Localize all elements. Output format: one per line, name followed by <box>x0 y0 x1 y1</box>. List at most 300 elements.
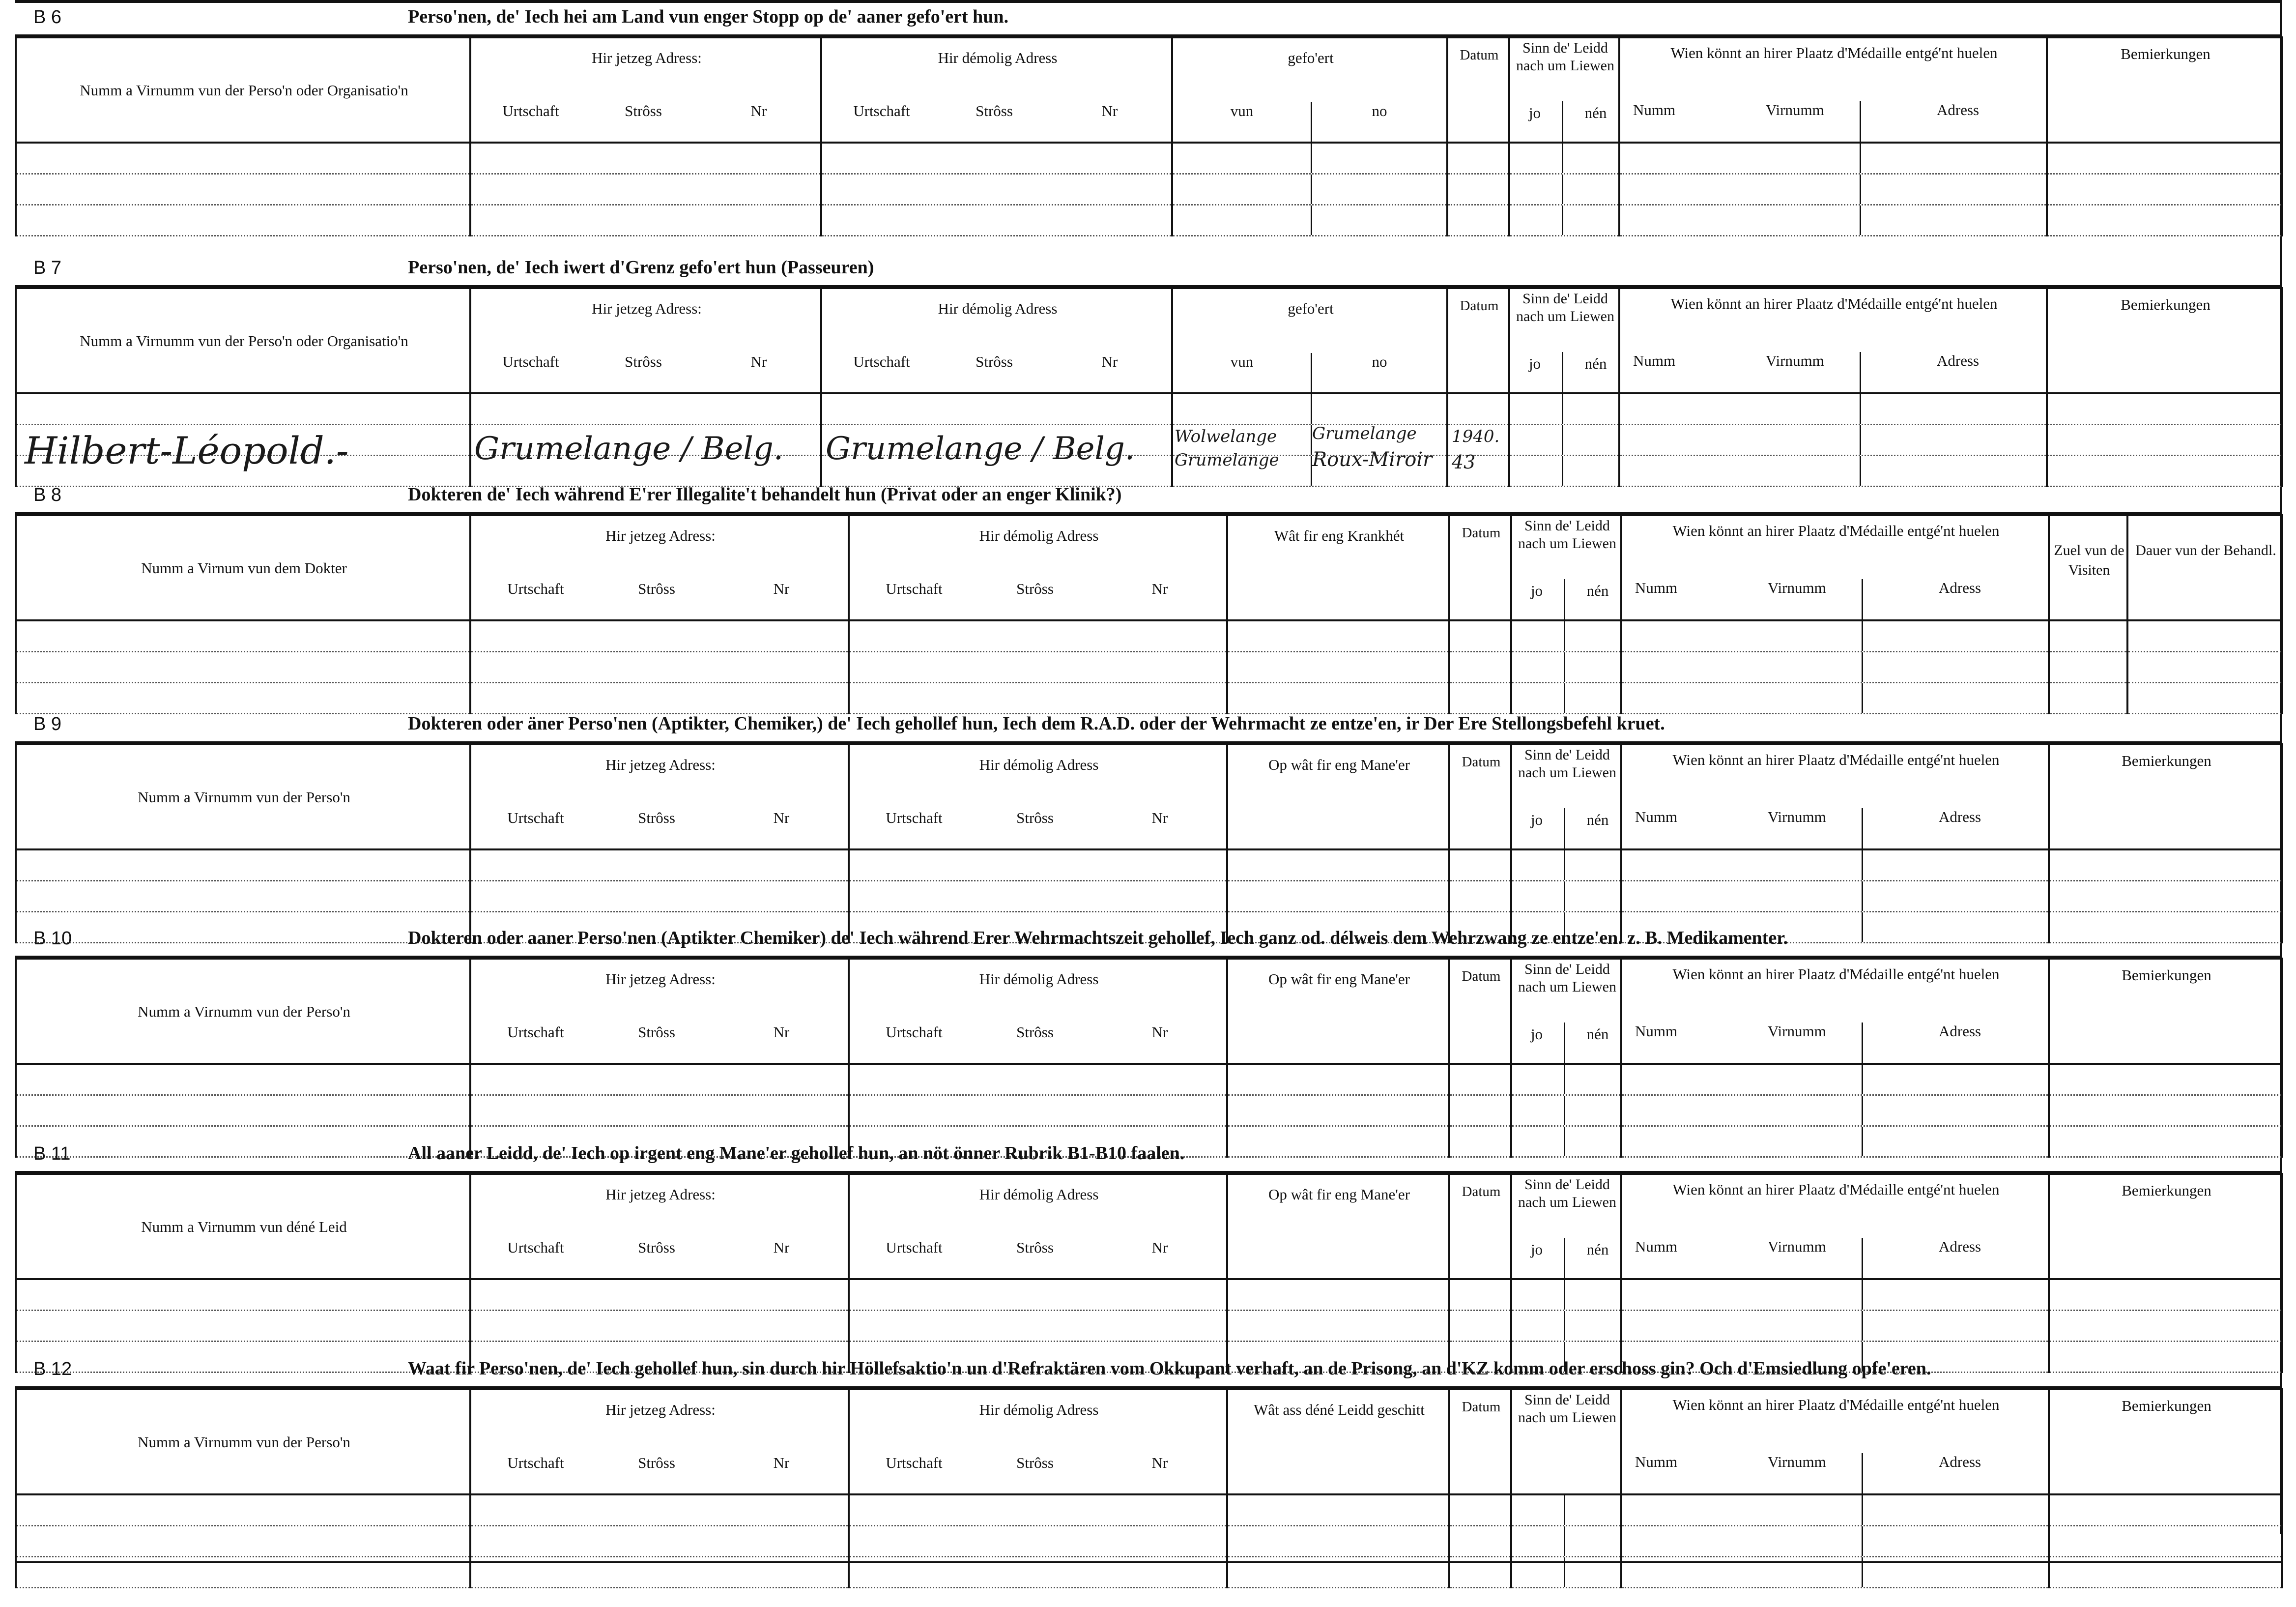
yes-no-divider <box>1562 205 1563 235</box>
entry-cell[interactable] <box>1619 393 2047 425</box>
entry-cell[interactable] <box>1449 1526 1511 1557</box>
address-sub-urtschaft: Urtschaft <box>886 580 943 597</box>
entry-cell[interactable] <box>16 393 470 425</box>
mid-column-label: Op wât fir eng Mane'er <box>1268 756 1410 773</box>
address-sub-nr: Nr <box>1151 1023 1168 1041</box>
yes-label: jo <box>1528 104 1541 121</box>
datum-label: Datum <box>1460 47 1499 63</box>
handwritten-former-address: Grumelange / Belg. <box>826 431 1135 467</box>
col-mid-header <box>1227 1174 1449 1279</box>
entry-cell[interactable] <box>470 1526 849 1557</box>
entry-cell[interactable] <box>1447 174 1509 205</box>
col-datum <box>1449 1174 1511 1279</box>
col-mid-header <box>1227 1389 1449 1494</box>
medal-divider <box>1860 101 1861 142</box>
entry-cell[interactable] <box>470 1064 849 1095</box>
entry-cell[interactable] <box>2049 1526 2282 1557</box>
address-sub-urtschaft: Urtschaft <box>507 809 564 826</box>
entry-cell[interactable] <box>1619 143 2047 174</box>
entry-cell[interactable] <box>1511 1279 1621 1311</box>
entry-cell[interactable] <box>1511 1311 1621 1342</box>
entry-cell[interactable] <box>1621 881 2049 912</box>
address-sub-stross: Strôss <box>638 1239 675 1256</box>
entry-cell[interactable] <box>1449 881 1511 912</box>
yes-no-divider <box>1564 1065 1565 1094</box>
yes-no-divider <box>1564 1495 1565 1525</box>
remarks-label: Bemierkungen <box>2122 1397 2211 1414</box>
address-sub-stross: Strôss <box>1016 1239 1054 1256</box>
remarks-label: Bemierkungen <box>2121 45 2210 62</box>
col-name-header <box>16 515 470 620</box>
entry-cell[interactable] <box>1511 1494 1621 1526</box>
entry-cell[interactable] <box>16 205 470 236</box>
entry-cell[interactable] <box>1621 620 2049 652</box>
entry-cell[interactable] <box>1511 620 1621 652</box>
address-sub-urtschaft: Urtschaft <box>886 809 943 826</box>
entry-cell[interactable] <box>16 1526 470 1557</box>
entry-cell[interactable] <box>470 143 821 174</box>
entry-cell[interactable] <box>2049 683 2127 714</box>
address-sub-urtschaft: Urtschaft <box>507 1023 564 1041</box>
address-sub-nr: Nr <box>1151 580 1168 597</box>
no-label: nén <box>1586 1241 1609 1258</box>
entry-cell[interactable] <box>470 1095 849 1126</box>
medal-sub-virnumm: Virnumm <box>1768 1453 1826 1470</box>
entry-cell[interactable] <box>470 683 849 714</box>
entry-cell[interactable] <box>1447 143 1509 174</box>
entry-row <box>16 1095 2282 1126</box>
entry-cell[interactable] <box>470 174 821 205</box>
address-sub-stross: Strôss <box>1016 809 1054 826</box>
section-code: B 11 <box>33 1143 71 1164</box>
entry-cell[interactable] <box>1621 652 2049 683</box>
entry-cell[interactable] <box>821 393 1172 425</box>
medal-sub-adress: Adress <box>1939 1023 1981 1040</box>
entry-cell[interactable] <box>2047 205 2282 236</box>
medal-label: Wien könnt an hirer Plaatz d'Médaille entgé'nt huelen <box>1672 522 2000 539</box>
entry-cell[interactable] <box>470 1279 849 1311</box>
entry-cell[interactable] <box>1619 205 2047 236</box>
yes-no-divider <box>1564 850 1565 880</box>
address-sub-nr: Nr <box>773 809 790 826</box>
no-label: nén <box>1586 811 1609 828</box>
entry-cell[interactable] <box>1172 205 1447 236</box>
col-datum <box>1449 959 1511 1064</box>
entry-row <box>16 683 2282 714</box>
entry-cell[interactable] <box>1172 143 1447 174</box>
alive-label: Sinn de' Leidd nach um Liewen <box>1518 961 1616 995</box>
medal-divider <box>1862 1453 1863 1493</box>
section-table <box>15 743 2283 943</box>
yes-label: jo <box>1530 1025 1543 1043</box>
no-label: nén <box>1584 104 1607 121</box>
name-column-label: Numm a Virnum vun dem Dokter <box>141 559 347 577</box>
address-sub-nr: Nr <box>1151 1239 1168 1256</box>
section-code: B 12 <box>33 1359 72 1379</box>
entry-cell[interactable] <box>849 1526 1227 1557</box>
yes-no-divider <box>1562 175 1563 204</box>
to-label: no <box>1372 102 1387 119</box>
entry-cell[interactable] <box>1172 174 1447 205</box>
entry-cell[interactable] <box>470 393 821 425</box>
entry-cell[interactable] <box>16 683 470 714</box>
medal-sub-adress: Adress <box>1937 352 1980 369</box>
yes-no-divider <box>1562 144 1563 173</box>
remarks-label: Bemierkungen <box>2122 752 2211 769</box>
entry-cell[interactable] <box>1509 174 1619 205</box>
address-header: Hir jetzeg Adress: <box>605 756 716 773</box>
entry-cell[interactable] <box>1621 849 2049 881</box>
remarks-label: Bemierkungen <box>2122 1182 2211 1199</box>
header-row <box>16 1174 2282 1279</box>
col-former-address <box>849 515 1227 620</box>
section-code: B 7 <box>33 258 62 278</box>
entry-cell[interactable] <box>1449 620 1511 652</box>
datum-label: Datum <box>1462 525 1501 541</box>
yes-no-divider <box>1564 621 1565 651</box>
entry-cell[interactable] <box>16 1279 470 1311</box>
handwritten-name: Hilbert-Léopold.- <box>25 429 349 472</box>
header-row <box>16 37 2282 143</box>
address-header: Hir jetzeg Adress: <box>605 970 716 988</box>
entry-cell[interactable] <box>470 652 849 683</box>
col-medal-recipient <box>1621 744 2049 849</box>
medal-divider <box>1862 1238 1863 1278</box>
medal-sub-adress: Adress <box>1937 101 1980 118</box>
col-former-address <box>821 288 1172 393</box>
entry-cell[interactable] <box>1509 143 1619 174</box>
entry-cell[interactable] <box>2049 1494 2282 1526</box>
address-sub-stross: Strôss <box>638 809 675 826</box>
name-column-label: Numm a Virnumm vun der Perso'n oder Organisatio'n <box>80 332 408 350</box>
col-datum <box>1449 515 1511 620</box>
section-b11 <box>15 1140 2281 1355</box>
medal-divider <box>1860 175 1861 204</box>
address-sub-nr: Nr <box>750 353 767 370</box>
entry-cell[interactable] <box>849 683 1227 714</box>
entry-row <box>16 1064 2282 1095</box>
entry-cell[interactable] <box>849 1095 1227 1126</box>
entry-cell[interactable] <box>849 1064 1227 1095</box>
entry-cell[interactable] <box>1511 652 1621 683</box>
entry-cell[interactable] <box>1619 174 2047 205</box>
entry-cell[interactable] <box>2049 1311 2282 1342</box>
medal-sub-adress: Adress <box>1939 579 1981 596</box>
col-former-address <box>849 1174 1227 1279</box>
entry-cell[interactable] <box>2049 881 2282 912</box>
medal-divider <box>1860 144 1861 173</box>
medal-divider <box>1862 1023 1863 1063</box>
header-row <box>16 959 2282 1064</box>
entry-cell[interactable] <box>16 143 470 174</box>
col-remarks <box>2047 288 2282 393</box>
entry-cell[interactable] <box>1621 1526 2049 1557</box>
entry-cell[interactable] <box>470 620 849 652</box>
yes-no-divider <box>1564 1023 1565 1063</box>
section-code: B 10 <box>33 928 72 949</box>
col-datum <box>1449 1389 1511 1494</box>
entry-cell[interactable] <box>16 849 470 881</box>
section-table <box>15 36 2283 236</box>
entry-cell[interactable] <box>849 1494 1227 1526</box>
name-column-label: Numm a Virnumm vun der Perso'n <box>138 1003 350 1020</box>
entry-row <box>16 881 2282 912</box>
entry-row <box>16 1311 2282 1342</box>
col-remarks <box>2049 744 2282 849</box>
entry-cell[interactable] <box>1621 1279 2049 1311</box>
entry-cell[interactable] <box>1511 1526 1621 1557</box>
address-sub-stross: Strôss <box>1016 580 1054 597</box>
alive-label: Sinn de' Leidd nach um Liewen <box>1518 518 1616 552</box>
medal-divider <box>1862 1311 1863 1341</box>
entry-cell[interactable] <box>1227 683 1449 714</box>
no-label: nén <box>1586 1025 1609 1043</box>
medal-divider <box>1862 1065 1863 1094</box>
section-title: All aaner Leidd, de' Iech op irgent eng Mane'er gehollef hun, an nöt önner Rubrik B1-B10 faalen. <box>408 1143 1185 1164</box>
col-medal-recipient <box>1621 1174 2049 1279</box>
address-header: Hir démolig Adress <box>979 970 1099 988</box>
entry-cell[interactable] <box>1621 1494 2049 1526</box>
col-former-address <box>849 1389 1227 1494</box>
entry-cell[interactable] <box>1227 881 1449 912</box>
entry-cell[interactable] <box>849 1279 1227 1311</box>
mid-column-label: gefo'ert <box>1288 49 1334 66</box>
col-mid-header <box>1172 288 1447 393</box>
entry-cell[interactable] <box>1227 620 1449 652</box>
entry-cell[interactable] <box>1449 1279 1511 1311</box>
entry-cell[interactable] <box>1227 1494 1449 1526</box>
medal-sub-virnumm: Virnumm <box>1768 808 1826 825</box>
entry-cell[interactable] <box>2127 620 2282 652</box>
mid-divider <box>1311 205 1312 235</box>
entry-cell[interactable] <box>16 620 470 652</box>
col-treatment-duration <box>2127 515 2282 620</box>
section-title: Dokteren oder äner Perso'nen (Aptikter, Chemiker,) de' Iech gehollef hun, Iech dem R.A.D. oder der Wehrmacht ze entze'en, ir Der Ere Stellongsbefehl kruet. <box>408 713 1665 734</box>
entry-cell[interactable] <box>2049 1279 2282 1311</box>
address-sub-stross: Strôss <box>976 353 1013 370</box>
entry-cell[interactable] <box>1511 1064 1621 1095</box>
col-name-header <box>16 959 470 1064</box>
entry-cell[interactable] <box>1449 1064 1511 1095</box>
entry-cell[interactable] <box>470 881 849 912</box>
alive-label: Sinn de' Leidd nach um Liewen <box>1516 40 1614 74</box>
entry-cell[interactable] <box>849 881 1227 912</box>
address-sub-urtschaft: Urtschaft <box>507 580 564 597</box>
entry-cell[interactable] <box>1621 683 2049 714</box>
mid-divider <box>1311 353 1312 392</box>
col-mid-header <box>1172 37 1447 143</box>
entry-cell[interactable] <box>1227 1279 1449 1311</box>
remarks-label: Bemierkungen <box>2121 296 2210 313</box>
name-column-label: Numm a Virnumm vun der Perso'n <box>138 1433 350 1451</box>
address-sub-stross: Strôss <box>625 353 662 370</box>
medal-sub-numm: Numm <box>1635 1453 1678 1470</box>
entry-cell[interactable] <box>2127 652 2282 683</box>
entry-cell[interactable] <box>1511 849 1621 881</box>
mid-column-label: Wât ass déné Leidd geschitt <box>1254 1401 1425 1418</box>
col-still-alive <box>1511 1174 1621 1279</box>
address-sub-stross: Strôss <box>1016 1454 1054 1471</box>
entry-cell[interactable] <box>821 174 1172 205</box>
entry-cell[interactable] <box>2047 143 2282 174</box>
entry-cell[interactable] <box>2049 1095 2282 1126</box>
medal-sub-adress: Adress <box>1939 1238 1981 1255</box>
entry-row <box>16 174 2282 205</box>
entry-cell[interactable] <box>2049 1064 2282 1095</box>
medal-sub-numm: Numm <box>1633 352 1676 369</box>
entry-cell[interactable] <box>470 849 849 881</box>
section-title: Perso'nen, de' Iech hei am Land vun enger Stopp op de' aaner gefo'ert hun. <box>408 6 1009 27</box>
entry-cell[interactable] <box>1227 1064 1449 1095</box>
entry-cell[interactable] <box>849 620 1227 652</box>
entry-row <box>16 393 2282 425</box>
medal-sub-numm: Numm <box>1635 1238 1678 1255</box>
col-medal-recipient <box>1619 37 2047 143</box>
col-remarks <box>2049 1174 2282 1279</box>
header-row <box>16 515 2282 620</box>
entry-cell[interactable] <box>2047 393 2282 425</box>
col-still-alive <box>1511 744 1621 849</box>
address-header: Hir jetzeg Adress: <box>605 527 716 544</box>
yes-no-divider <box>1562 394 1563 424</box>
section-b9 <box>15 710 2281 924</box>
address-sub-stross: Strôss <box>1016 1023 1054 1041</box>
address-sub-nr: Nr <box>773 1454 790 1471</box>
col-still-alive <box>1509 288 1619 393</box>
yes-no-divider <box>1562 352 1563 392</box>
entry-cell[interactable] <box>1227 1526 1449 1557</box>
col-medal-recipient <box>1621 959 2049 1064</box>
entry-cell[interactable] <box>1449 1494 1511 1526</box>
address-header: Hir démolig Adress <box>979 1186 1099 1203</box>
entry-cell[interactable] <box>16 1095 470 1126</box>
yes-label: jo <box>1530 1241 1543 1258</box>
entry-cell[interactable] <box>16 174 470 205</box>
entry-cell[interactable] <box>1227 1311 1449 1342</box>
entry-cell[interactable] <box>1449 849 1511 881</box>
address-sub-nr: Nr <box>773 1023 790 1041</box>
address-header: Hir jetzeg Adress: <box>605 1186 716 1203</box>
entry-cell[interactable] <box>2049 620 2127 652</box>
header-row <box>16 744 2282 849</box>
entry-cell[interactable] <box>1511 1095 1621 1126</box>
alive-label: Sinn de' Leidd nach um Liewen <box>1518 1392 1616 1426</box>
entry-cell[interactable] <box>1227 652 1449 683</box>
from-label: vun <box>1230 102 1254 119</box>
entry-cell[interactable] <box>2049 849 2282 881</box>
address-sub-nr: Nr <box>1101 353 1118 370</box>
section-code: B 8 <box>33 485 62 505</box>
entry-cell[interactable] <box>1447 205 1509 236</box>
section-header <box>15 1140 2281 1173</box>
section-code: B 9 <box>33 714 62 734</box>
entry-cell[interactable] <box>849 652 1227 683</box>
section-header <box>15 254 2281 287</box>
section-table <box>15 1388 2283 1588</box>
entry-cell[interactable] <box>1447 393 1509 425</box>
section-b12 <box>15 1355 2281 1563</box>
entry-cell[interactable] <box>1621 1064 2049 1095</box>
entry-row <box>16 205 2282 236</box>
yes-no-divider <box>1564 1311 1565 1341</box>
entry-cell[interactable] <box>2127 683 2282 714</box>
handwritten-to-2: Roux-Miroir <box>1312 448 1433 471</box>
section-b6 <box>15 3 2281 254</box>
medal-label: Wien könnt an hirer Plaatz d'Médaille entgé'nt huelen <box>1672 1181 2000 1198</box>
medal-divider <box>1860 205 1861 235</box>
entry-cell[interactable] <box>1227 1095 1449 1126</box>
medal-divider <box>1862 881 1863 911</box>
col-name-header <box>16 744 470 849</box>
handwritten-date-1: 1940. <box>1452 427 1500 446</box>
col-current-address <box>470 515 849 620</box>
entry-cell[interactable] <box>1172 393 1447 425</box>
yes-no-divider <box>1564 881 1565 911</box>
col-name-header <box>16 1174 470 1279</box>
medal-sub-numm: Numm <box>1635 579 1678 596</box>
entry-cell[interactable] <box>849 849 1227 881</box>
address-header: Hir jetzeg Adress: <box>592 300 702 317</box>
section-code: B 6 <box>33 7 62 28</box>
entry-cell[interactable] <box>1509 205 1619 236</box>
entry-cell[interactable] <box>1511 881 1621 912</box>
address-sub-urtschaft: Urtschaft <box>502 353 559 370</box>
address-header: Hir jetzeg Adress: <box>592 49 702 66</box>
section-title: Perso'nen, de' Iech iwert d'Grenz gefo'ert hun (Passeuren) <box>408 257 874 278</box>
section-title: Waat fir Perso'nen, de' Iech gehollef hun, sin durch hir Höllefsaktio'n un d'Refraktären vom Okkupant verhaft, an de Prisong, an d'KZ komm oder erschoss gin? Och d'Emsiedlung opfe'eren. <box>408 1358 1931 1379</box>
remarks-label: Bemierkungen <box>2122 966 2211 984</box>
entry-cell[interactable] <box>1227 849 1449 881</box>
datum-label: Datum <box>1460 298 1499 314</box>
entry-cell[interactable] <box>821 205 1172 236</box>
entry-cell[interactable] <box>1449 1311 1511 1342</box>
col-medal-recipient <box>1619 288 2047 393</box>
handwritten-to-1: Grumelange <box>1312 424 1417 443</box>
no-label: nén <box>1584 355 1607 372</box>
entry-cell[interactable] <box>1449 683 1511 714</box>
entry-cell[interactable] <box>1509 393 1619 425</box>
medal-divider <box>1862 1280 1863 1310</box>
entry-cell[interactable] <box>16 1311 470 1342</box>
entry-cell[interactable] <box>16 881 470 912</box>
entry-cell[interactable] <box>470 1311 849 1342</box>
entry-cell[interactable] <box>849 1311 1227 1342</box>
entry-cell[interactable] <box>1449 652 1511 683</box>
section-header <box>15 481 2281 514</box>
entry-cell[interactable] <box>16 1494 470 1526</box>
entry-cell[interactable] <box>2049 652 2127 683</box>
medal-sub-adress: Adress <box>1939 808 1981 825</box>
col-still-alive <box>1511 959 1621 1064</box>
entry-cell[interactable] <box>1511 683 1621 714</box>
address-header: Hir jetzeg Adress: <box>605 1401 716 1418</box>
entry-cell[interactable] <box>1449 1095 1511 1126</box>
address-sub-nr: Nr <box>773 580 790 597</box>
address-sub-stross: Strôss <box>625 102 662 119</box>
entry-cell[interactable] <box>470 1494 849 1526</box>
col-current-address <box>470 1389 849 1494</box>
medal-sub-virnumm: Virnumm <box>1768 579 1826 596</box>
entry-cell[interactable] <box>1621 1095 2049 1126</box>
entry-cell[interactable] <box>1621 1311 2049 1342</box>
entry-cell[interactable] <box>821 143 1172 174</box>
address-header: Hir démolig Adress <box>938 300 1058 317</box>
alive-label: Sinn de' Leidd nach um Liewen <box>1518 1176 1616 1210</box>
entry-cell[interactable] <box>16 1064 470 1095</box>
entry-cell[interactable] <box>470 205 821 236</box>
entry-cell[interactable] <box>2047 174 2282 205</box>
entry-cell[interactable] <box>16 652 470 683</box>
